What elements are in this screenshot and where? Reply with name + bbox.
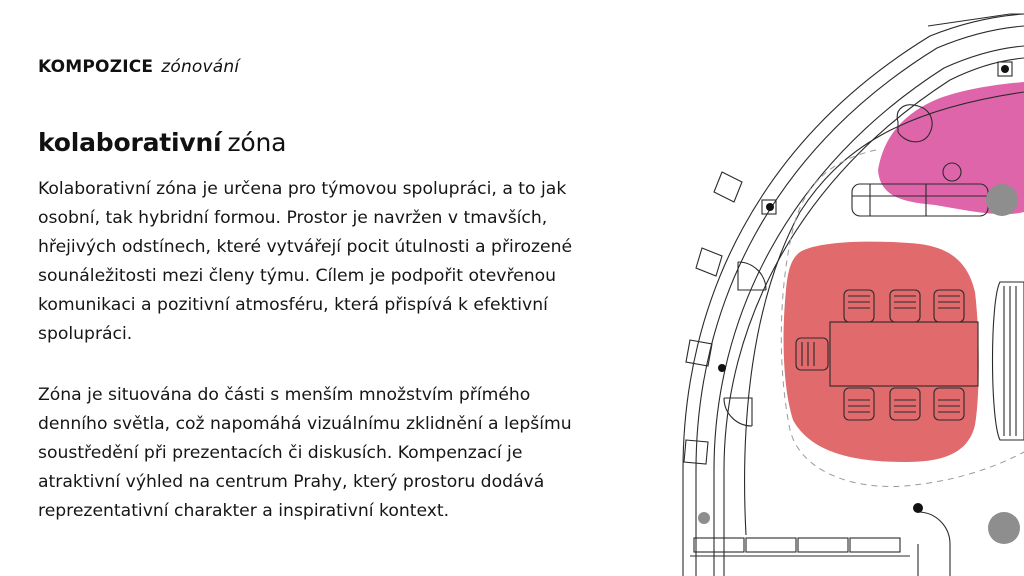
paragraph-line: reprezentativní charakter a inspirativní kontext.	[38, 501, 450, 521]
paragraph-line: Zóna je situována do části s menším množstvím přímého	[38, 385, 531, 405]
column	[986, 184, 1018, 216]
paragraph-1	[38, 175, 628, 349]
paragraph-line: hřejivých odstínech, které vytvářejí pocit útulnosti a přirozené	[38, 237, 573, 257]
title-bold: kolaborativní	[38, 128, 222, 157]
paragraph-line: komunikaci a pozitivní atmosféru, která přispívá k efektivní	[38, 295, 548, 315]
column	[988, 512, 1020, 544]
page-title	[38, 128, 286, 157]
paragraph-line: Kolaborativní zóna je určena pro týmovou spolupráci, a to jak	[38, 179, 567, 199]
paragraph-line: osobní, tak hybridní formou. Prostor je navržen v tmavších,	[38, 208, 548, 228]
meeting-zone	[784, 242, 979, 462]
section-label: KOMPOZICE	[38, 57, 154, 77]
column	[698, 512, 710, 524]
paragraph-line: soustředění při prezentacích či diskusích. Kompenzací je	[38, 443, 523, 463]
title-light: zóna	[227, 128, 287, 157]
paragraph-line: denního světla, což napomáhá vizuálnímu zklidnění a lepšímu	[38, 414, 572, 434]
paragraph-line: sounáležitosti mezi členy týmu. Cílem je podpořit otevřenou	[38, 266, 557, 286]
paragraph-line: atraktivní výhled na centrum Prahy, který prostoru dodává	[38, 472, 545, 492]
paragraph-line: spolupráci.	[38, 324, 133, 344]
floor-plan-drawing	[660, 0, 1024, 576]
section-header	[38, 57, 239, 77]
subsection-label: zónování	[161, 57, 240, 77]
paragraph-2	[38, 381, 628, 526]
